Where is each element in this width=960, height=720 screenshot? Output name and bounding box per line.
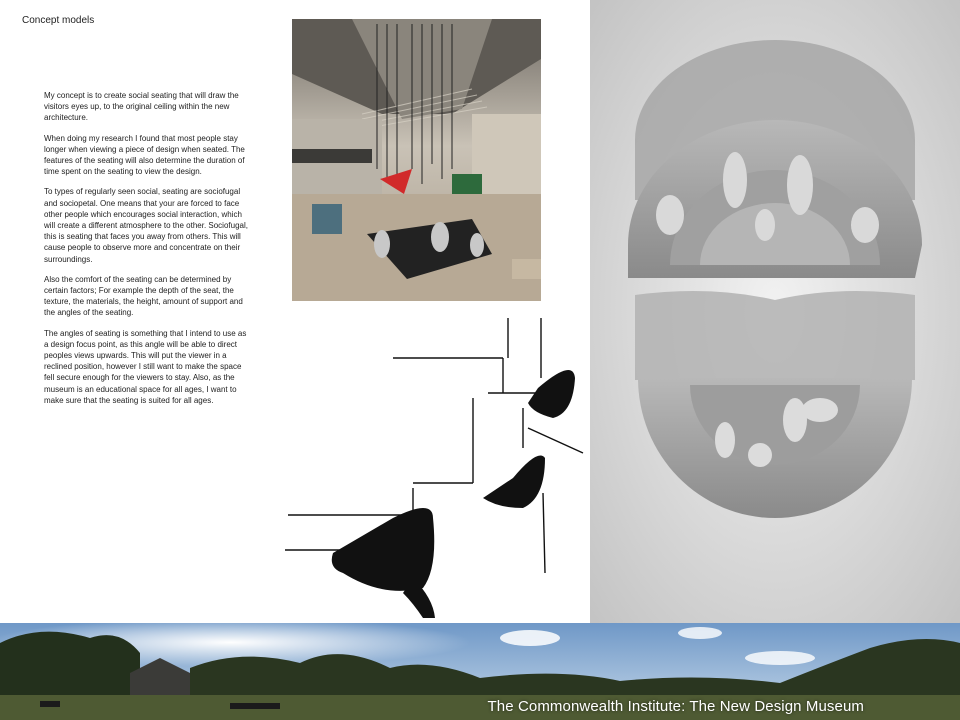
- banner-caption: The Commonwealth Institute: The New Design Museum: [487, 698, 864, 715]
- concept-model-photo: [590, 0, 960, 625]
- concept-description: [44, 90, 249, 415]
- park-panorama-photo: [0, 623, 960, 720]
- slide-title: Concept models: [22, 15, 95, 26]
- paragraph-1: My concept is to create social seating that will draw the visitors eyes up, to the original ceiling within the new architecture.: [44, 91, 239, 123]
- paragraph-5: The angles of seating is something that I intend to use as a design focus point, as this angle will be able to direct peoples views upwards. This will put the viewer in a reclined position, however I still want to make the space fell secure enough for the viewers to stay. Also, as the museum is an educational space for all ages, I want to make sure that the seating is suited for all ages.: [44, 328, 247, 405]
- seated-figure-sketch: [283, 318, 588, 626]
- paragraph-4: Also the comfort of the seating can be determined by certain factors; For example the depth of the seat, the texture, the materials, the height, amount of support and the angles of the seating.: [44, 274, 243, 318]
- paragraph-2: When doing my research I found that most people stay longer when viewing a piece of design when seated. The features of the seating will also determine the duration of time spent on the seating to view the design.: [44, 133, 245, 177]
- interior-render-photo: [292, 19, 541, 301]
- paragraph-3: To types of regularly seen social, seating are sociofugal and sociopetal. One means that your are forced to face other people which encourages social interaction, which will create a different atmosphere to the other. Sociofugal, this is seating that faces you away from others. This will cause people to observe more and concentrate on their surroundings.: [44, 187, 248, 264]
